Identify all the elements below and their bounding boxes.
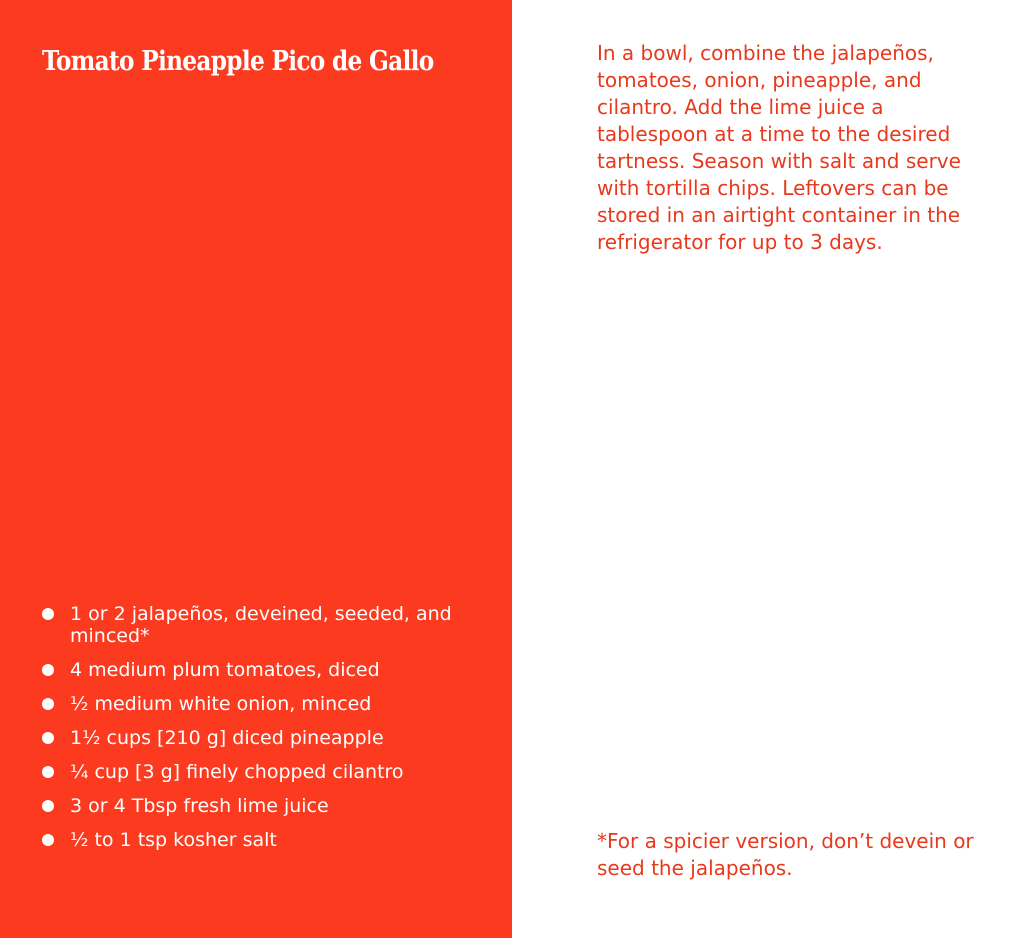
ingredient-text: 1 or 2 jalapeños, deveined, seeded, and minced* — [70, 603, 452, 647]
ingredient-item — [42, 727, 462, 749]
bullet-icon — [42, 800, 54, 812]
bullet-icon — [42, 608, 54, 620]
ingredient-text: ½ to 1 tsp kosher salt — [70, 829, 277, 851]
method-text: In a bowl, combine the jalapeños, tomatoes, onion, pineapple, and cilantro. Add the lime juice a tablespoon at a time to the desired tartness. Season with salt and serve with tortilla chips. Leftovers can be stored in an airtight container in the refrigerator for up to 3 days. — [597, 41, 961, 254]
footnote-text: *For a spicier version, don’t devein or seed the jalapeños. — [597, 829, 974, 880]
ingredient-item — [42, 829, 462, 851]
ingredient-list — [42, 603, 462, 863]
ingredient-text: 1½ cups [210 g] diced pineapple — [70, 727, 384, 749]
bullet-icon — [42, 766, 54, 778]
ingredient-item — [42, 761, 462, 783]
bullet-icon — [42, 732, 54, 744]
ingredient-item — [42, 659, 462, 681]
ingredient-text: ½ medium white onion, minced — [70, 693, 372, 715]
ingredient-item — [42, 795, 462, 817]
ingredient-text: 3 or 4 Tbsp fresh lime juice — [70, 795, 329, 817]
bullet-icon — [42, 834, 54, 846]
bullet-icon — [42, 698, 54, 710]
ingredient-item — [42, 693, 462, 715]
bullet-icon — [42, 664, 54, 676]
ingredient-text: ¼ cup [3 g] finely chopped cilantro — [70, 761, 404, 783]
ingredient-item — [42, 603, 462, 647]
recipe-title: Tomato Pineapple Pico de Gallo — [42, 46, 434, 77]
ingredient-text: 4 medium plum tomatoes, diced — [70, 659, 380, 681]
